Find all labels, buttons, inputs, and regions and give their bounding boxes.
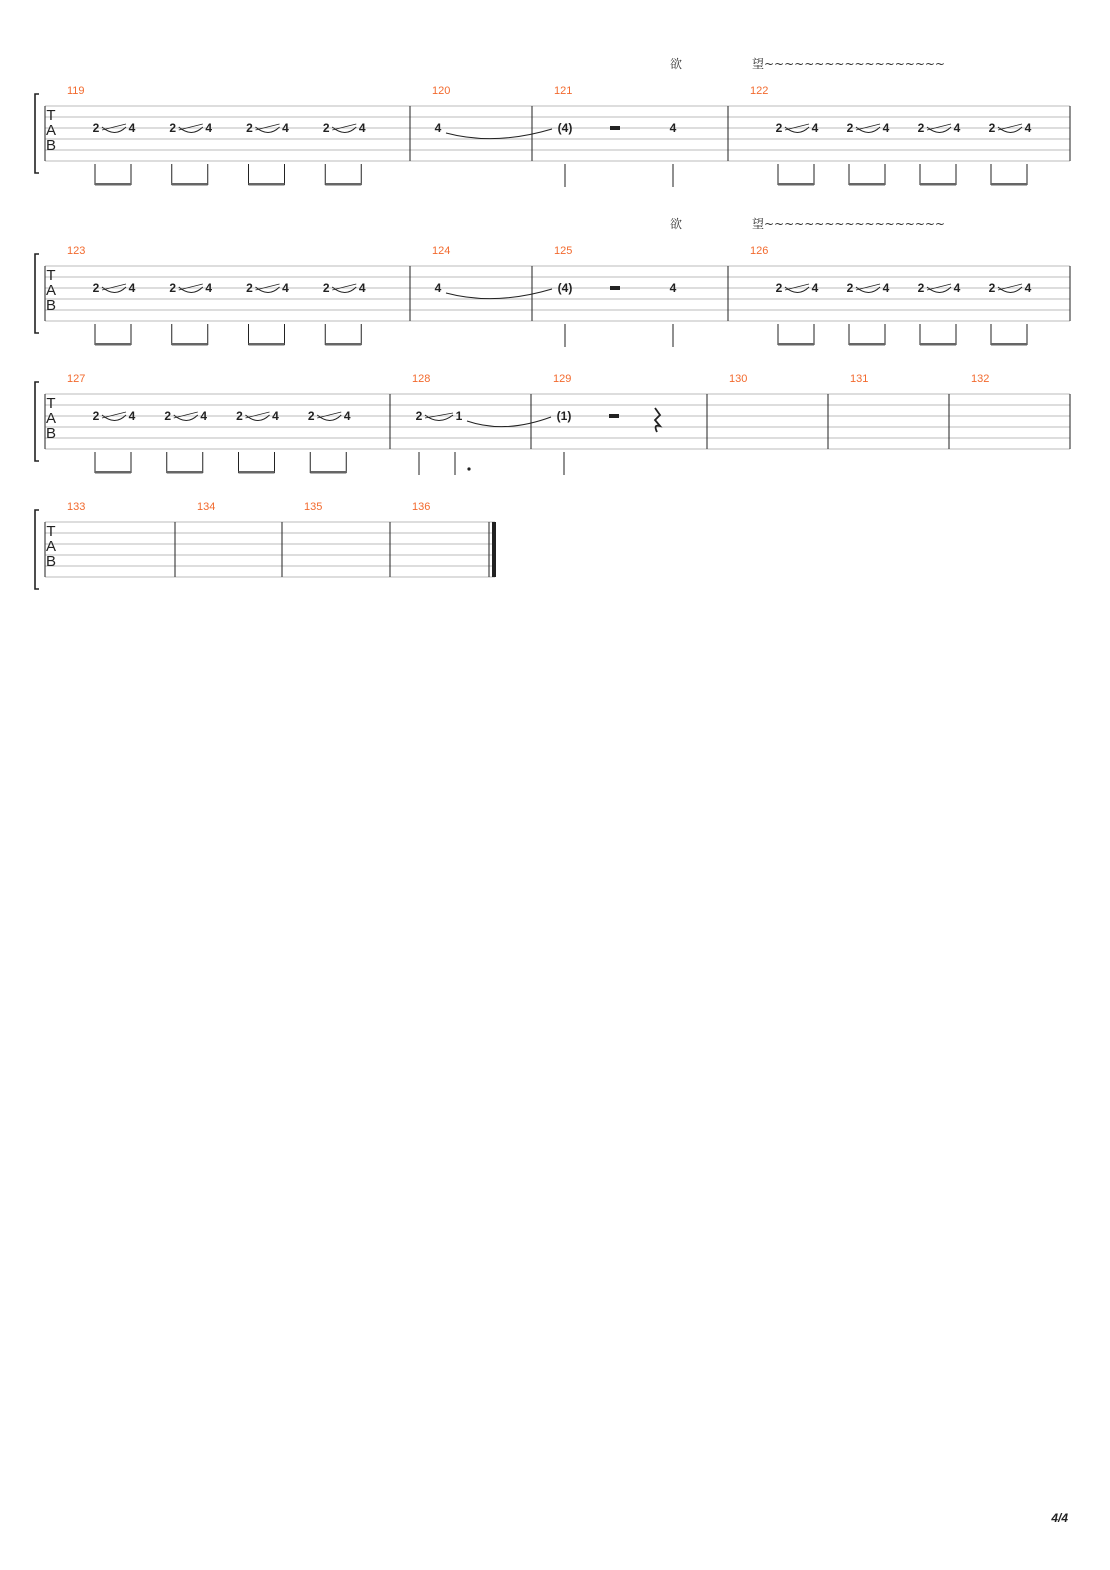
slide-line (927, 284, 951, 290)
tab-clef-letter: B (45, 297, 57, 314)
beam (239, 471, 275, 474)
measure-number: 133 (67, 501, 86, 513)
lyric-text: 欲 (670, 217, 683, 231)
fret-number: 2 (169, 121, 177, 135)
fret-number: 4 (282, 121, 289, 135)
fret-number: 2 (92, 121, 100, 135)
fret-number: (4) (557, 281, 573, 295)
fret-number: 4 (953, 281, 961, 295)
fret-number: 2 (988, 121, 996, 135)
beam (778, 343, 814, 346)
slide-line (332, 124, 356, 130)
tab-clef-letter: B (45, 425, 57, 442)
slide-line (927, 124, 951, 130)
tie-arc (446, 129, 552, 139)
slide-line (174, 412, 198, 418)
fret-number: 2 (92, 281, 100, 295)
fret-number: 4 (358, 281, 366, 295)
fret-number: 2 (846, 121, 854, 135)
measure-number: 125 (554, 245, 573, 257)
slide-line (102, 124, 126, 130)
fret-number: 2 (307, 409, 315, 423)
fret-number: 2 (169, 281, 177, 295)
measure-number: 128 (412, 373, 431, 385)
fret-number: (1) (556, 409, 572, 423)
fret-number: 4 (128, 409, 136, 423)
fret-number: 1 (455, 409, 463, 423)
slide-line (179, 124, 203, 130)
measure-number: 129 (553, 373, 572, 385)
fret-number: 2 (322, 121, 330, 135)
fret-number: 2 (775, 121, 783, 135)
beam (849, 343, 885, 346)
fret-number: 4 (434, 281, 442, 295)
beam (849, 183, 885, 186)
slide-line (102, 412, 126, 418)
beam (991, 183, 1027, 186)
measure-number: 123 (67, 245, 86, 257)
slide-line (998, 124, 1022, 130)
beam (310, 471, 346, 474)
fret-number: 2 (236, 409, 243, 423)
fret-number: 2 (246, 281, 253, 295)
fret-number: 4 (343, 409, 351, 423)
beam (920, 343, 956, 346)
measure-number: 136 (412, 501, 431, 513)
fret-number: (4) (557, 121, 573, 135)
fret-number: 2 (92, 409, 100, 423)
fret-number: 4 (1024, 121, 1032, 135)
measure-number: 119 (67, 85, 85, 97)
fret-number: 4 (882, 121, 890, 135)
measure-number: 134 (197, 501, 216, 513)
fret-number: 2 (246, 121, 253, 135)
fret-number: 2 (164, 409, 172, 423)
fret-number: 4 (282, 281, 289, 295)
slide-line (785, 284, 809, 290)
tab-clef-letter: A (45, 410, 57, 427)
fret-number: 4 (358, 121, 366, 135)
fret-number: 4 (205, 121, 213, 135)
tie-arc (446, 289, 552, 299)
lyric-text: 望~~~~~~~~~~~~~~~~~~ (752, 217, 945, 231)
fret-number: 4 (1024, 281, 1032, 295)
fret-number: 4 (128, 281, 136, 295)
slide-line (856, 124, 880, 130)
tab-clef-letter: A (45, 282, 57, 299)
slide-line (256, 124, 280, 130)
tab-clef-letter: A (45, 538, 57, 555)
slide-line (246, 412, 270, 418)
fret-number: 4 (434, 121, 442, 135)
measure-number: 132 (971, 373, 990, 385)
beam (778, 183, 814, 186)
fret-number: 2 (917, 281, 925, 295)
fret-number: 4 (669, 121, 677, 135)
fret-number: 2 (917, 121, 925, 135)
tie-arc (467, 417, 551, 427)
measure-number: 130 (729, 373, 748, 385)
beam (172, 183, 208, 186)
fret-number: 4 (882, 281, 890, 295)
fret-number: 4 (128, 121, 136, 135)
beam (325, 343, 361, 346)
augmentation-dot (467, 467, 470, 470)
slide-line (856, 284, 880, 290)
tab-clef-letter: A (45, 122, 57, 139)
tab-clef-letter: B (45, 553, 57, 570)
measure-number: 122 (750, 85, 769, 97)
slide-line (785, 124, 809, 130)
measure-number: 121 (554, 85, 573, 97)
fret-number: 4 (811, 281, 819, 295)
tab-clef-letter: T (46, 523, 56, 540)
beam (172, 343, 208, 346)
beam (95, 471, 131, 474)
measure-number: 127 (67, 373, 86, 385)
fret-number: 4 (200, 409, 208, 423)
slide-line (998, 284, 1022, 290)
beam (920, 183, 956, 186)
measure-number: 126 (750, 245, 769, 257)
system-bracket (35, 382, 39, 461)
lyric-text: 望~~~~~~~~~~~~~~~~~~ (752, 57, 945, 71)
beam (249, 343, 285, 346)
fret-number: 2 (988, 281, 996, 295)
beam (95, 183, 131, 186)
fret-number: 4 (811, 121, 819, 135)
measure-number: 131 (850, 373, 869, 385)
lyric-text: 欲 (670, 57, 683, 71)
quarter-rest (655, 408, 660, 432)
fret-number: 4 (205, 281, 213, 295)
system-bracket (35, 94, 39, 173)
measure-number: 124 (432, 245, 451, 257)
slide-line (332, 284, 356, 290)
half-rest (609, 414, 619, 418)
tab-clef-letter: T (46, 267, 56, 284)
measure-number: 135 (304, 501, 323, 513)
beam (167, 471, 203, 474)
slide-line (102, 284, 126, 290)
half-rest (610, 126, 620, 130)
measure-number: 120 (432, 85, 451, 97)
tab-clef-letter: T (46, 395, 56, 412)
slide-line (317, 412, 341, 418)
system-bracket (35, 254, 39, 333)
beam (325, 183, 361, 186)
fret-number: 4 (272, 409, 279, 423)
slide-line (179, 284, 203, 290)
fret-number: 2 (415, 409, 423, 423)
beam (249, 183, 285, 186)
system-bracket (35, 510, 39, 589)
fret-number: 4 (953, 121, 961, 135)
fret-number: 2 (322, 281, 330, 295)
beam (95, 343, 131, 346)
beam (991, 343, 1027, 346)
fret-number: 2 (846, 281, 854, 295)
tab-clef-letter: B (45, 137, 57, 154)
fret-number: 2 (775, 281, 783, 295)
page-number: 4/4 (1051, 1511, 1068, 1525)
slide-line (256, 284, 280, 290)
half-rest (610, 286, 620, 290)
tab-clef-letter: T (46, 107, 56, 124)
fret-number: 4 (669, 281, 677, 295)
